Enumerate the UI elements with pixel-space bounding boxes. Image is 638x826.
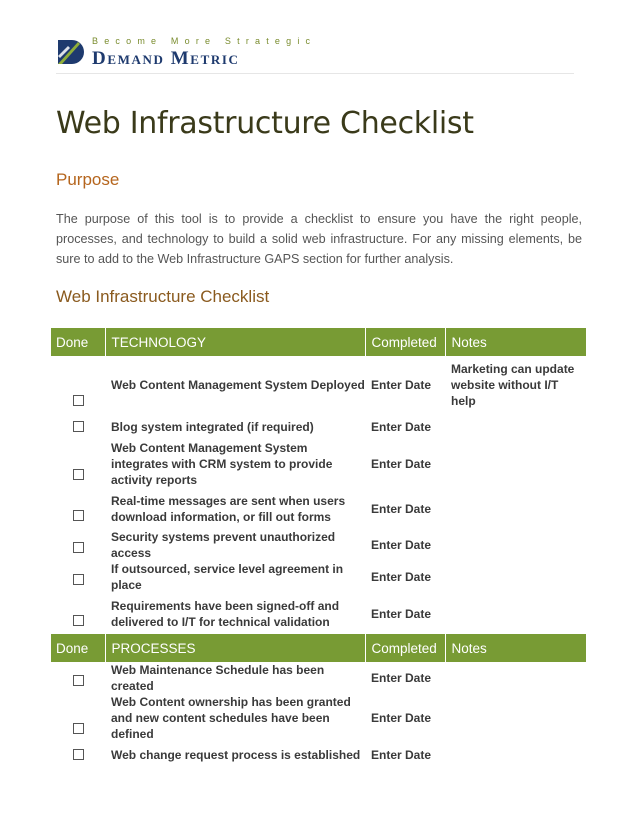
table-row [51, 440, 586, 488]
brand-name: Demand Metric [92, 48, 240, 69]
task-label: Requirements have been signed-off and delivered to I/T for technical validation [111, 598, 340, 629]
purpose-heading: Purpose [56, 170, 120, 189]
table-row [51, 694, 586, 742]
table-row [51, 561, 586, 593]
notes-cell[interactable] [445, 593, 586, 634]
tagline: Become More Strategic [92, 36, 317, 46]
notes-column-header: Notes [445, 328, 586, 356]
task-label: Security systems prevent unauthorized access [111, 530, 336, 560]
technology-header-row [51, 328, 586, 356]
done-column-header: Done [51, 634, 105, 662]
page-header [56, 36, 576, 76]
completed-date[interactable]: Enter Date [371, 457, 432, 471]
done-checkbox[interactable] [73, 421, 84, 432]
done-checkbox[interactable] [73, 723, 84, 734]
header-divider [56, 73, 574, 74]
task-label: Web Content Management System integrates with CRM system to provide activity reports [111, 441, 333, 487]
table-row [51, 356, 586, 414]
task-label: Web Maintenance Schedule has been created [111, 663, 325, 693]
notes-cell[interactable] [445, 414, 586, 440]
notes-cell[interactable] [445, 742, 586, 768]
table-row [51, 529, 586, 561]
table-row [51, 662, 586, 694]
task-label: Web Content Management System Deployed [111, 378, 365, 392]
table-row [51, 414, 586, 440]
completed-date[interactable]: Enter Date [371, 378, 432, 392]
done-checkbox[interactable] [73, 675, 84, 686]
table-row [51, 488, 586, 529]
purpose-text: The purpose of this tool is to provide a checklist to ensure you have the right people, processes, and technology to build a solid web infrastructure. For any missing elements, be sure to add to the Web Infrastructure GAPS section for further analysis. [56, 212, 582, 266]
done-checkbox[interactable] [73, 574, 84, 585]
notes-cell[interactable] [445, 488, 586, 529]
notes-cell[interactable] [445, 662, 586, 694]
notes-cell[interactable]: Marketing can update website without I/T help [451, 362, 575, 408]
done-checkbox[interactable] [73, 749, 84, 760]
completed-column-header: Completed [365, 328, 445, 356]
demand-metric-logo-icon [56, 38, 84, 66]
completed-date[interactable]: Enter Date [371, 420, 432, 434]
table-row [51, 742, 586, 768]
completed-date[interactable]: Enter Date [371, 570, 432, 584]
completed-date[interactable]: Enter Date [371, 748, 432, 762]
task-label: If outsourced, service level agreement in place [111, 562, 344, 592]
done-checkbox[interactable] [73, 395, 84, 406]
table-row [51, 593, 586, 634]
task-label: Blog system integrated (if required) [111, 420, 314, 434]
processes-column-header: PROCESSES [105, 634, 365, 662]
done-checkbox[interactable] [73, 510, 84, 521]
notes-column-header: Notes [445, 634, 586, 662]
page-title: Web Infrastructure Checklist [56, 106, 474, 141]
processes-header-row [51, 634, 586, 662]
notes-cell[interactable] [445, 529, 586, 561]
notes-cell[interactable] [445, 440, 586, 488]
checklist-table [51, 328, 586, 768]
completed-date[interactable]: Enter Date [371, 671, 432, 685]
completed-date[interactable]: Enter Date [371, 538, 432, 552]
completed-date[interactable]: Enter Date [371, 606, 432, 621]
completed-date[interactable]: Enter Date [371, 501, 432, 516]
task-label: Web change request process is established [111, 748, 361, 762]
technology-column-header: TECHNOLOGY [105, 328, 365, 356]
completed-column-header: Completed [365, 634, 445, 662]
done-checkbox[interactable] [73, 615, 84, 626]
notes-cell[interactable] [445, 561, 586, 593]
done-checkbox[interactable] [73, 542, 84, 553]
task-label: Real-time messages are sent when users download information, or fill out forms [111, 493, 346, 524]
checklist-heading: Web Infrastructure Checklist [56, 287, 270, 306]
done-column-header: Done [51, 328, 105, 356]
task-label: Web Content ownership has been granted and new content schedules have been defined [111, 695, 351, 741]
done-checkbox[interactable] [73, 469, 84, 480]
notes-cell[interactable] [445, 694, 586, 742]
completed-date[interactable]: Enter Date [371, 711, 432, 725]
